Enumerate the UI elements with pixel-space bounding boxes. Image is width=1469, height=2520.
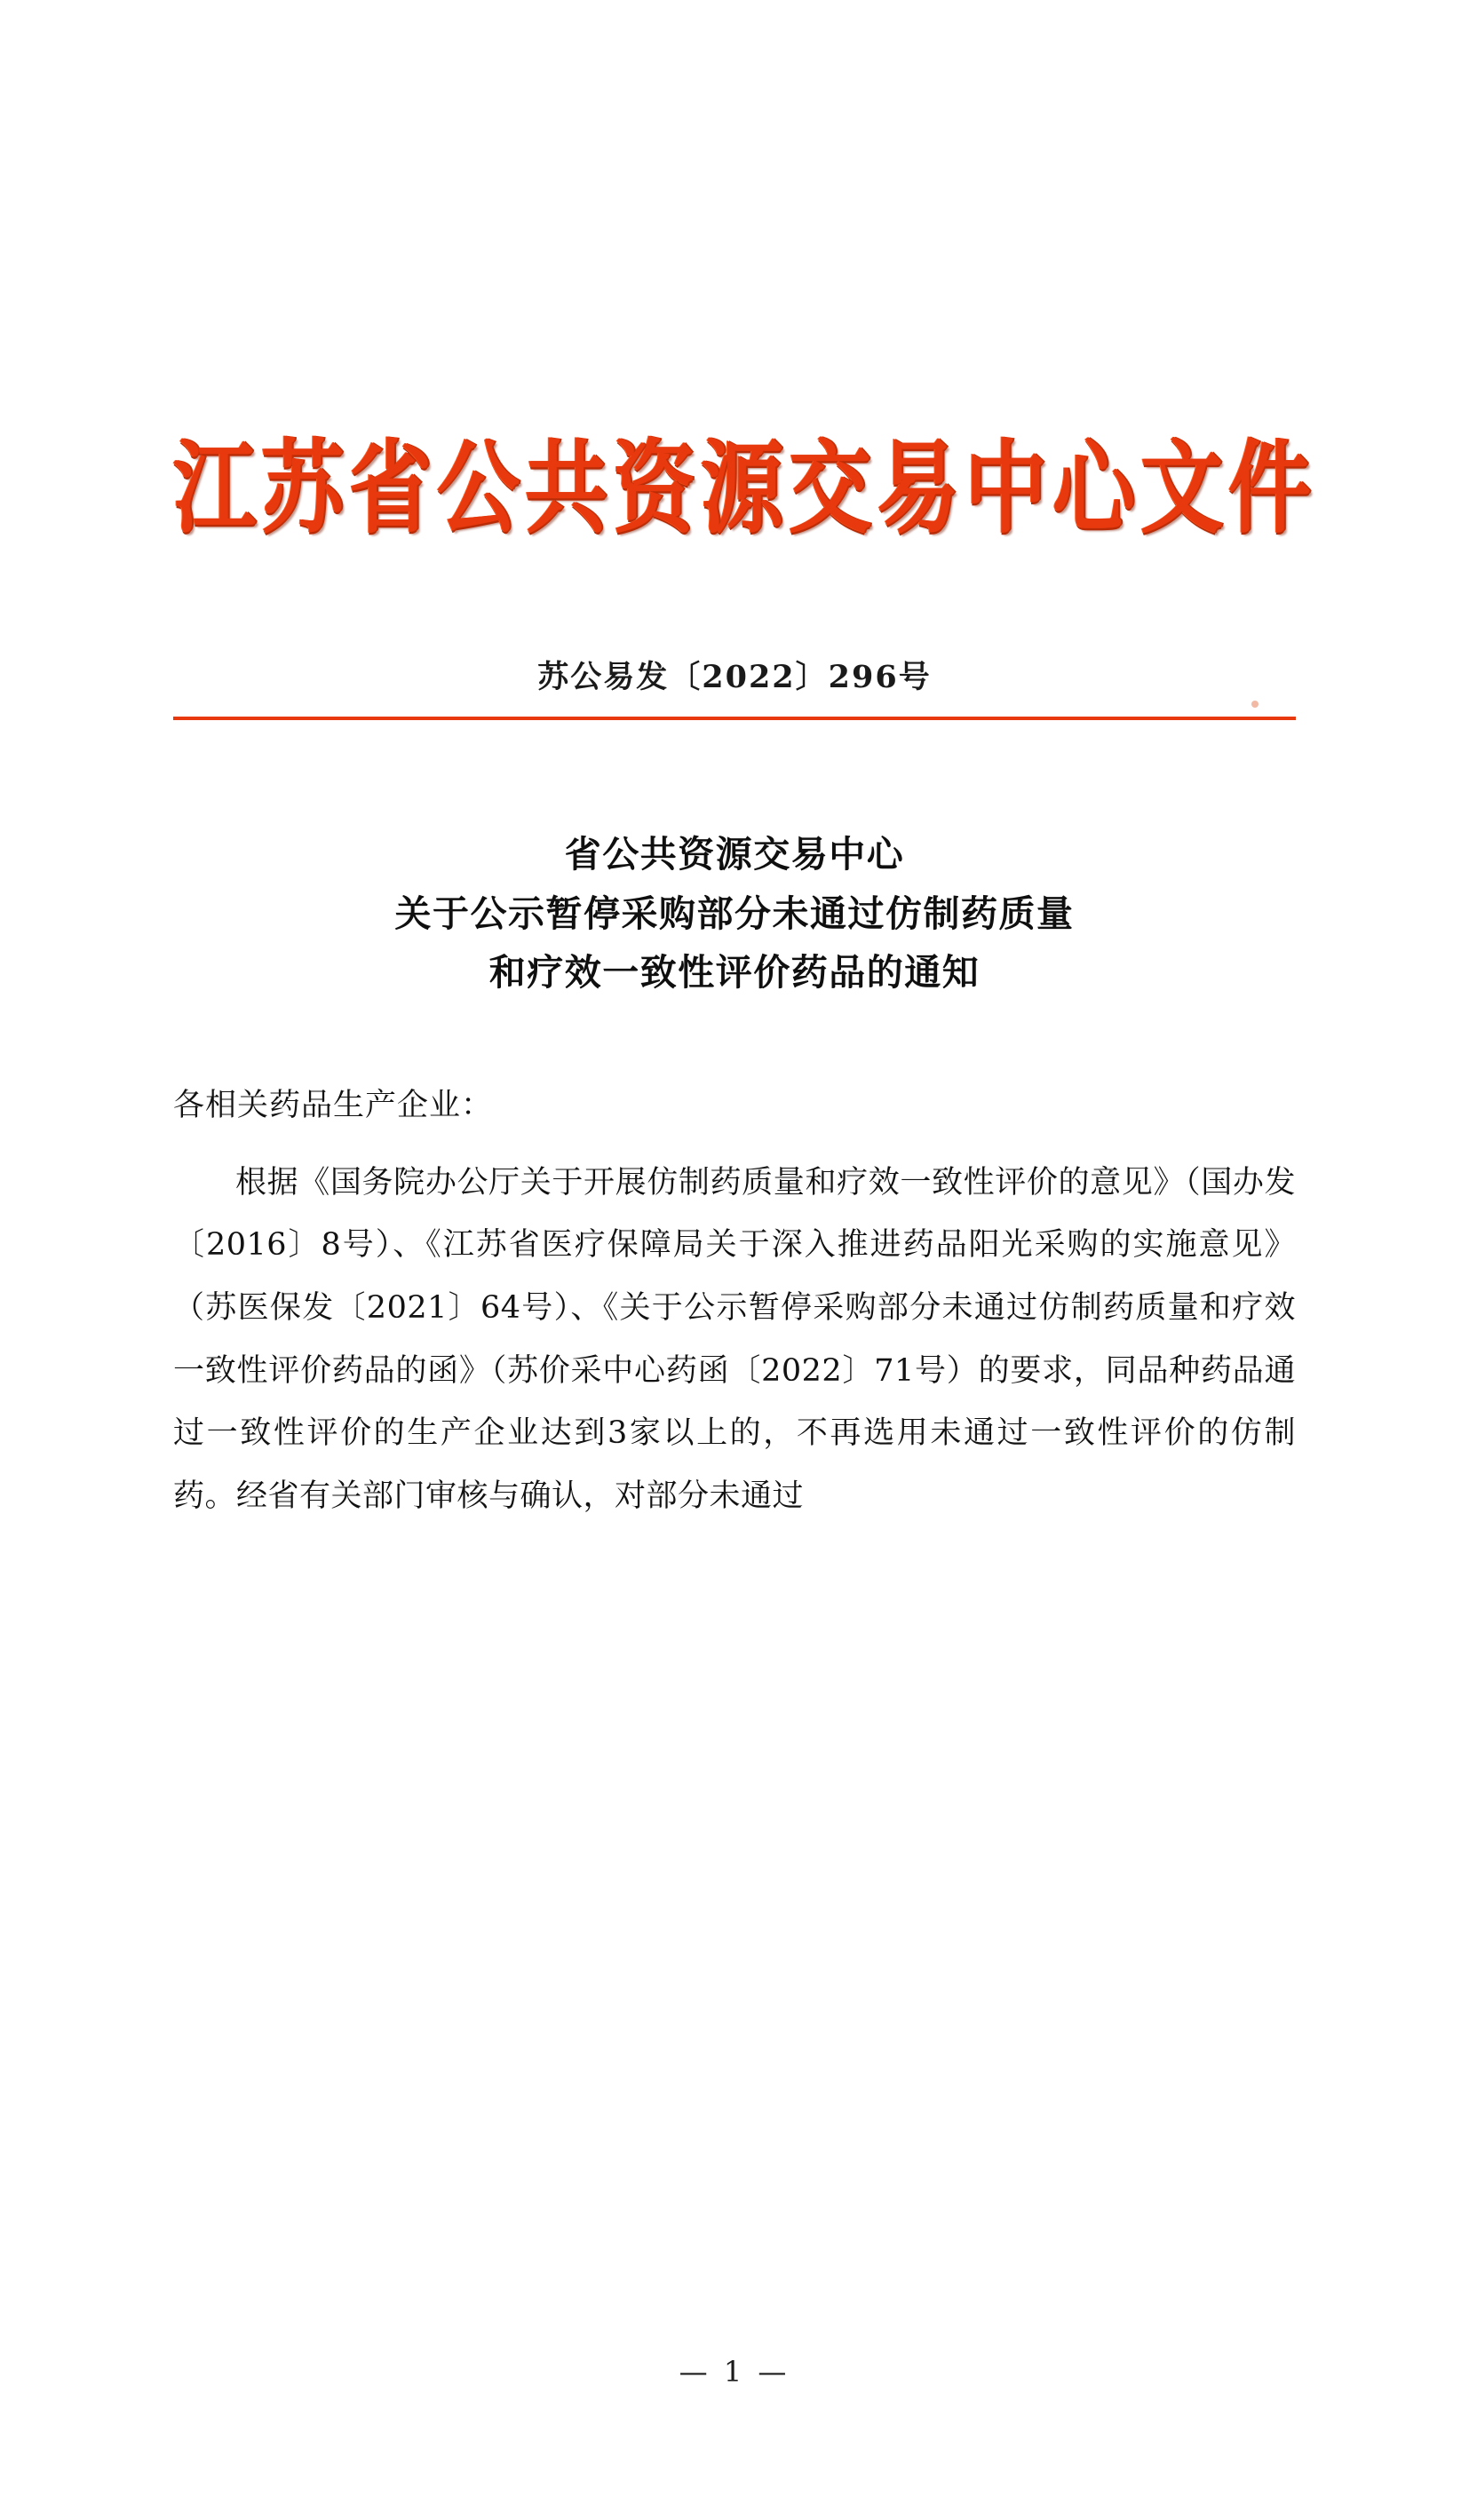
document-number: 苏公易发〔2022〕296号 <box>537 659 932 696</box>
document-title <box>173 825 1296 1002</box>
title-line-2: 关于公示暂停采购部分未通过仿制药质量 <box>394 892 1075 935</box>
title-line-1: 省公共资源交易中心 <box>564 833 905 876</box>
body-paragraph-1: 根据《国务院办公厅关于开展仿制药质量和疗效一致性评价的意见》（国办发〔2016〕8号）、《江苏省医疗保障局关于深入推进药品阳光采购的实施意见》（苏医保发〔2021〕64号）、《关于公示暂停采购部分未通过仿制药质量和疗效一致性评价药品的函》（苏价采中心药函〔2022〕71号）的要求，同品种药品通过一致性评价的生产企业达到3家以上的，不再选用未通过一致性评价的仿制药。经省有关部门审核与确认，对部分未通过 <box>173 1164 1296 1515</box>
salutation: 各相关药品生产企业： <box>173 1087 494 1123</box>
title-line-3: 和疗效一致性评价药品的通知 <box>488 951 981 995</box>
page-number-footer: — 1 — <box>679 2355 790 2389</box>
red-divider-rule <box>173 717 1296 720</box>
masthead-title: 江苏省公共资源交易中心文件 <box>173 428 1316 547</box>
document-page <box>0 428 1469 2520</box>
letterhead-masthead <box>173 428 1316 547</box>
